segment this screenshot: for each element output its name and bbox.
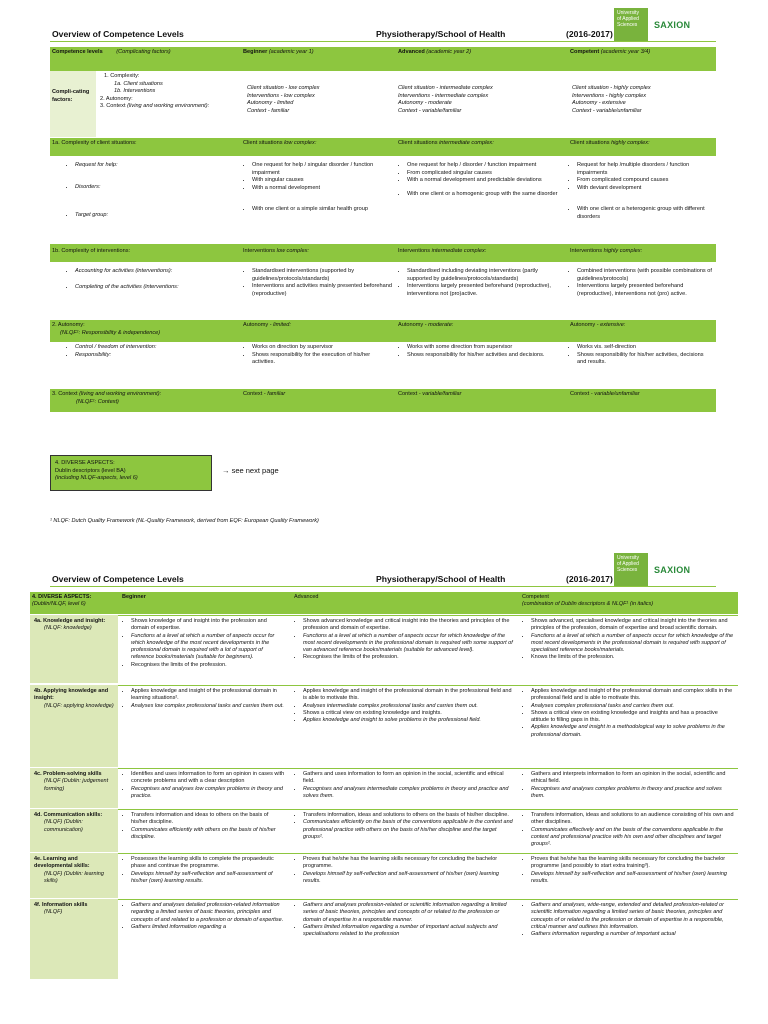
s1a-competent-head: Client situations highly complex: [568,138,716,156]
s3-competent-head: Context - variable/unfamiliar [568,389,716,412]
aspect-bullet: • Recognises and analyses low complex problems in theory and practice. [131,786,286,801]
aspect-bullet: • Develops himself by self-reflection and self-assessment of his/her (own) learning results. [303,871,514,886]
s1b-beginner: • Standardised interventions (supported by guidelines/protocols/standards) • Interventions and activities mainly presented beforehand (reproductive) [241,264,396,318]
s1a-beginner-head: Client situations low complex: [241,138,396,156]
factors-beginner: Client situation - low complex Interventions - low complex Autonomy - limited Context - familiar [247,85,320,114]
aspect-competent-cell [518,809,738,852]
aspect-bullet: • Possesses the learning skills to complete the propaedeutic phase and continue the programme. [131,856,286,871]
s2-competent-head: Autonomy - extensive: [568,320,716,342]
s1b-advanced: • Standardised including deviating interventions (partly supported by guidelines/protocols/standards) • Interventions largely presented beforehand (reproductive), interventions not (pro)active. [396,264,568,318]
aspect-bullet: • Applies knowledge and insight of the professional domain in learning situations². [131,688,286,703]
aspect-advanced-cell [290,615,518,683]
header-competence-levels: Competence levels (Complicating factors) [50,47,241,71]
s1a-beginner: • One request for help / singular disorder / function impairment • With singular causes • With a normal development • With one client or a simple similar health group [241,158,396,242]
aspect-label: 4b. Applying knowledge and insight: (NLQF: applying knowledge) [30,685,118,767]
aspect-bullet: • Shows a critical view on existing knowledge and insights and has a proactive attitude to filling gaps in this. [531,710,734,725]
aspect-label: 4e. Learning and developmental skills: (NLQF) (Dublin: learning skills) [30,853,118,898]
aspect-advanced-cell [290,768,518,808]
aspect-beginner-cell [118,853,290,898]
aspect-bullet: • Develops himself by self-reflection and self-assessment of his/her (own) learning results. [531,871,734,886]
doc-title-2: Overview of Competence Levels [52,574,184,584]
aspect-advanced-cell [290,685,518,767]
aspect-label: 4f. Information skills (NLQF) [30,899,118,979]
logo-box-2: University of Applied Sciences [614,553,648,587]
aspect-bullet: • Recognises and analyses intermediate complex problems in theory and practice and solves them. [303,786,514,801]
s1a-rows: • Request for help: • Disorders: • Target group: [50,158,241,242]
aspect-advanced-cell [290,809,518,852]
s3-label: 3. Context (living and working environment): (NLQF¹: Context) [50,389,241,412]
aspect-advanced-cell [290,899,518,979]
s2-label: 2. Autonomy: (NLQF¹: Responsibility & independence) [50,320,241,342]
aspect-bullet: • Recognises the limits of the profession. [303,654,514,661]
aspect-bullet: • Communicates efficiently on the basis of the conventions applicable in the context and professional practice with others on the basis of his/her discipline and the target groups². [303,819,514,841]
aspect-bullet: • Knows the limits of the profession. [531,654,734,661]
aspect-bullet: • Proves that he/she has the learning skills necessary for concluding the bachelor programme (and possibly to start extra training³). [531,856,734,871]
doc-title: Overview of Competence Levels [52,29,184,39]
s1a-advanced-head: Client situations intermediate complex: [396,138,568,156]
aspect-bullet: • Recognises and analyses complex problems in theory and practice and solves them. [531,786,734,801]
diverse-aspects-box: 4. DIVERSE ASPECTS: Dublin descriptors (level BA) (including NLQF-aspects, level 6) [50,455,212,491]
aspect-bullet: • Shows advanced, specialised knowledge and critical insight into the theories and principles of the profession, domain of expertise and broad scientific domain. [531,618,734,633]
saxion-logo [614,8,690,42]
aspect-competent-cell [518,899,738,979]
s1b-beginner-head: Interventions low complex: [241,244,396,262]
aspect-bullet: • Shows knowledge of and insight into the profession and domain of expertise. [131,618,286,633]
aspect-bullet: • Transfers information and ideas to others on the basis of his/her discipline. [131,812,286,827]
s1b-label: 1b. Complexity of interventions: [50,244,241,262]
aspect-beginner-cell [118,809,290,852]
aspect-beginner-cell [118,615,290,683]
aspect-beginner-cell [118,685,290,767]
p2-header-competent: Competent (combination of Dublin descriptors & NLQF¹ (in italics) [518,592,738,614]
aspect-bullet: • Gathers information regarding a number of important actual [531,931,734,938]
s1a-advanced: • One request for help / disorder / function impairment • From complicated singular causes • With a normal development and predictable deviations • With one client or a homogenic group with the same disorder [396,158,568,242]
aspect-competent-cell [518,853,738,898]
p2-header-beginner: Beginner [118,592,290,614]
aspect-competent-cell [518,615,738,683]
factors-list: 1. Complexity: 1a. Client situations 1b. Interventions 2. Autonomy: 3. Context (living and working environment): [100,73,210,110]
aspect-bullet: • Transfers information, ideas and solutions to an audience consisting of his own and other disciplines. [531,812,734,827]
academic-year: (2016-2017) [566,29,613,39]
aspect-bullet: • Shows a critical view on existing knowledge and insights. [303,710,514,717]
aspect-bullet: • Transfers information, ideas and solutions to others on the basis of his/her discipline. [303,812,514,819]
s2-competent: • Works vis. self-direction • Shows responsibility for his/her activities, decisions and results. [568,343,716,387]
s2-advanced: • Works with some direction from supervisor • Shows responsibility for his/her activities and decisions. [396,343,568,387]
aspect-bullet: • Analyses low complex professional tasks and carries them out. [131,703,286,710]
aspect-bullet: • Gathers and interprets information to form an opinion in the social, scientific and ethical field. [531,771,734,786]
aspect-bullet: • Analyses intermediate complex professional tasks and carries them out. [303,703,514,710]
factors-advanced: Client situation - intermediate complex Interventions - intermediate complex Autonomy - moderate Context - variable/familiar [398,85,493,114]
s1b-competent-head: Interventions highly complex: [568,244,716,262]
aspect-label: 4c. Problem-solving skills (NLQF (Dublin: judgement forming) [30,768,118,808]
s2-beginner: • Works on direction by supervisor • Shows responsibility for the execution of his/her activities. [241,343,396,387]
logo-wordmark-2: SAXION [654,565,691,575]
saxion-logo-2 [614,553,690,587]
s2-rows: • Control / freedom of intervention: • Responsibility: [50,343,241,387]
aspect-bullet: • Gathers limited information regarding a number of important actual subjects and specialisations related to the profession [303,924,514,939]
aspect-label: 4a. Knowledge and insight: (NLQF: knowledge) [30,615,118,683]
aspect-bullet: • Functions at a level at which a number of aspects occur for which knowledge of the most recent developments in the professional domain is required with some support of van advanced reference books/materials (suitable for advanced level). [303,633,514,655]
aspect-bullet: • Communicates effectively and on the basis of the conventions applicable in the context and professional practice with his own and other disciplines and target groups². [531,827,734,849]
header-advanced: Advanced (academic year 2) [396,47,568,71]
aspect-bullet: • Applies knowledge and insight of the professional domain in the professional field and is able to motivate this. [303,688,514,703]
school-name-2: Physiotherapy/School of Health [376,574,506,584]
aspect-bullet: • Gathers and analyses, wide-range, extended and detailed profession-related or scientific information regarding a limited series of basic theories, principles and concepts of or related to the profession or domain of expertise in a responsible, critical manner and outlines this information. [531,902,734,931]
aspect-bullet: • Analyses complex professional tasks and carries them out. [531,703,734,710]
factors-label: Compli-cating factors: [50,71,96,137]
aspect-bullet: • Gathers and uses information to form an opinion in the social, scientific and ethical field. [303,771,514,786]
aspect-bullet: • Gathers and analyses detailed profession-related information regarding a limited series of basic theories, principles and concepts of and related to a profession or domain of expertise. [131,902,286,924]
aspect-beginner-cell [118,899,290,979]
aspect-competent-cell [518,768,738,808]
s1a-label: 1a. Complexity of client situations: [50,138,241,156]
aspect-bullet: • Applies knowledge and insight of the professional domain and complex skills in the professional field and is able to motivate this. [531,688,734,703]
school-name: Physiotherapy/School of Health [376,29,506,39]
see-next-page: → see next page [222,466,279,475]
aspect-bullet: • Gathers and analyses profession-related or scientific information regarding a limited series of basic theories, principles and concepts of or related to the profession or domain of expertise in a responsible manner. [303,902,514,924]
p2-header-aspects: 4. DIVERSE ASPECTS: (Dublin/NLQF, level 6) [30,592,118,614]
s1b-rows: • Accounting for activities (interventions): • Completing of the activities (interventions: [50,264,241,318]
aspect-bullet: • Proves that he/she has the learning skills necessary for concluding the bachelor programme. [303,856,514,871]
aspect-bullet: • Identifies and uses information to form an opinion in cases with concrete problems and with a clear description [131,771,286,786]
header-rule-2 [50,586,716,587]
academic-year-2: (2016-2017) [566,574,613,584]
s3-beginner-head: Context - familiar [241,389,396,412]
aspect-advanced-cell [290,853,518,898]
s1b-competent: • Combined interventions (with possible combinations of guidelines/protocols) • Interventions largely presented beforehand (reproductive), interventions not (pro) active. [568,264,716,318]
aspect-bullet: • Shows advanced knowledge and critical insight into the theories and principles of the profession and domain of expertise. [303,618,514,633]
factors-competent: Client situation - highly complex Interventions - highly complex Autonomy - extensive Context - variable/unfamiliar [572,85,651,114]
aspect-beginner-cell [118,768,290,808]
logo-wordmark: SAXION [654,20,691,30]
s1a-competent: • Request for help /multiple disorders / function impairments • From complicated compound causes • With deviant development • With one client or a heterogenic group with different disorders [568,158,716,242]
aspect-bullet: • Functions at a level at which a number of aspects occur for which knowledge of the most recent developments in the professional domain is required with a lot of support of reference books/materials (suitable for beginners). [131,633,286,662]
aspect-label: 4d. Communication skills: (NLQF) (Dublin: communication) [30,809,118,852]
aspect-bullet: • Develops himself by self-reflection and self-assessment of his/her (own) learning results. [131,871,286,886]
footnote: ¹ NLQF: Dutch Quality Framework (NL-Quality Framework, derived from EQF: European Quality Framework) [50,518,319,524]
aspect-bullet: • Functions at a level at which a number of aspects occur for which knowledge of the most recent developments in the professional domain is required with support of specialised reference books/materials. [531,633,734,655]
s2-beginner-head: Autonomy - limited: [241,320,396,342]
aspect-bullet: • Recognises the limits of the profession. [131,662,286,669]
aspect-bullet: • Applies knowledge and insight in a methodological way to solve problems in the professional domain. [531,724,734,739]
s1b-advanced-head: Interventions intermediate complex: [396,244,568,262]
header-beginner: Beginner (academic year 1) [241,47,396,71]
s2-advanced-head: Autonomy - moderate: [396,320,568,342]
header-competent: Competent (academic year 3/4) [568,47,716,71]
p2-header-advanced: Advanced [290,592,518,614]
header-rule [50,41,716,42]
page-2 [0,545,768,1024]
s3-advanced-head: Context - variable/familiar [396,389,568,412]
logo-box: University of Applied Sciences [614,8,648,42]
aspect-bullet: • Communicates efficiently with others on the basis of his/her discipline. [131,827,286,842]
aspect-bullet: • Gathers limited information regarding a [131,924,286,931]
aspect-bullet: • Applies knowledge and insight to solve problems in the professional field. [303,717,514,724]
aspect-competent-cell [518,685,738,767]
